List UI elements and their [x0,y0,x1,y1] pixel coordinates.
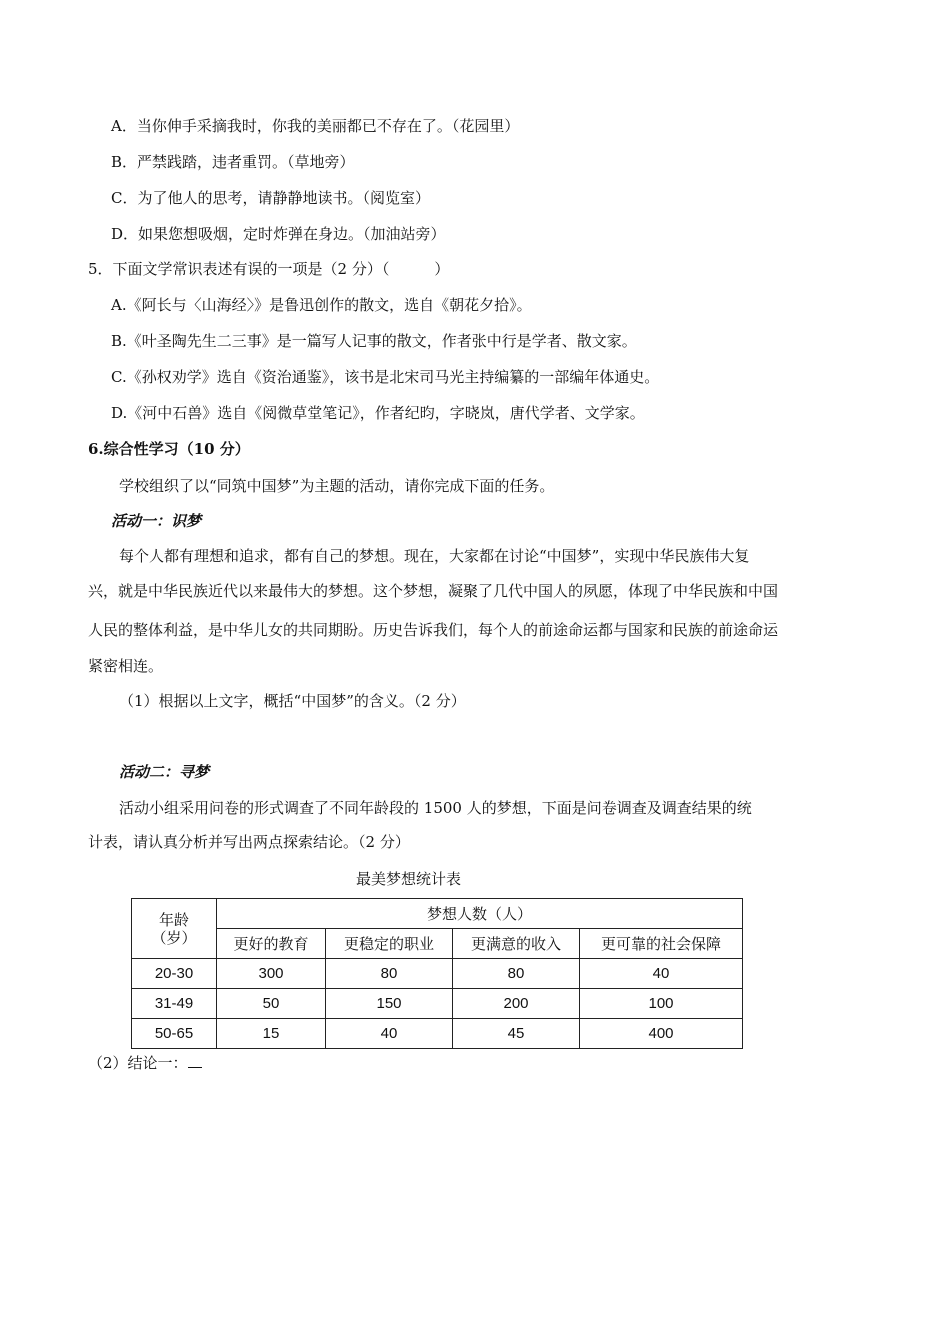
q5-option-c: C.《孙权劝学》选自《资治通鉴》，该书是北宋司马光主持编纂的一部编年体通史。 [111,368,660,386]
conclusion-one-label: （2）结论一： [88,1054,188,1072]
age-cell: 31-49 [132,989,217,1019]
table-cell: 100 [580,989,743,1019]
column-header: 更满意的收入 [453,929,580,959]
table-cell: 80 [453,959,580,989]
table-cell: 400 [580,1019,743,1049]
q5-option-b: B.《叶圣陶先生二三事》是一篇写人记事的散文，作者张中行是学者、散文家。 [111,332,637,350]
column-header: 更好的教育 [217,929,326,959]
activity1-passage-line: 每个人都有理想和追求，都有自己的梦想。现在，大家都在讨论“中国梦”，实现中华民族伟大复 [119,547,750,565]
table-cell: 15 [217,1019,326,1049]
activity1-heading: 活动一：识梦 [111,512,202,530]
activity1-passage-line: 兴，就是中华民族近代以来最伟大的梦想。这个梦想，凝聚了几代中国人的夙愿，体现了中华民族和中国 [88,582,779,600]
activity2-heading: 活动二：寻梦 [119,763,210,781]
table-cell: 150 [326,989,453,1019]
q4-option-d: D．如果您想吸烟，定时炸弹在身边。（加油站旁） [111,225,446,243]
table-cell: 200 [453,989,580,1019]
dream-survey-table [131,898,743,1049]
table-caption: 最美梦想统计表 [356,870,462,888]
q4-option-a: A．当你伸手采摘我时，你我的美丽都已不存在了。（花园里） [111,117,520,135]
q5-option-a: A.《阿长与〈山海经〉》是鲁迅创作的散文，选自《朝花夕拾》。 [111,296,532,314]
age-cell: 50-65 [132,1019,217,1049]
activity2-desc-line: 活动小组采用问卷的形式调查了不同年龄段的 1500 人的梦想，下面是问卷调查及调查结果的统 [119,799,752,817]
q5-option-d: D.《河中石兽》选自《阅微草堂笔记》，作者纪昀，字晓岚，唐代学者、文学家。 [111,404,645,422]
table-cell: 40 [580,959,743,989]
table-row [132,1019,743,1049]
activity1-question: （1）根据以上文字，概括“中国梦”的含义。（2 分） [119,692,466,710]
table-cell: 50 [217,989,326,1019]
table-cell: 45 [453,1019,580,1049]
column-header: 更稳定的职业 [326,929,453,959]
activity1-passage-line: 紧密相连。 [88,657,164,675]
group-header-cell: 梦想人数（人） [217,899,743,929]
conclusion-one [88,1053,202,1073]
age-cell: 20-30 [132,959,217,989]
activity2-desc-line: 计表，请认真分析并写出两点探索结论。（2 分） [88,833,410,851]
table-subheader-row [132,929,743,959]
age-header-unit: （岁） [151,928,197,947]
table-cell: 40 [326,1019,453,1049]
activity1-passage-line: 人民的整体利益，是中华儿女的共同期盼。历史告诉我们，每个人的前途命运都与国家和民族的前途命运 [88,621,779,639]
table-cell: 80 [326,959,453,989]
q4-option-c: C．为了他人的思考，请静静地读书。（阅览室） [111,189,430,207]
age-header-cell [132,899,217,959]
table-header-row [132,899,743,929]
conclusion-one-blank[interactable] [188,1053,202,1068]
age-header-label: 年龄 [158,910,189,929]
column-header: 更可靠的社会保障 [580,929,743,959]
table-row [132,959,743,989]
table-cell: 300 [217,959,326,989]
table-row [132,989,743,1019]
q6-intro: 学校组织了以“同筑中国梦”为主题的活动，请你完成下面的任务。 [119,477,555,495]
q5-stem: 5．下面文学常识表述有误的一项是（2 分）（ ） [88,260,450,278]
q4-option-b: B．严禁践踏，违者重罚。（草地旁） [111,153,355,171]
q6-title: 6.综合性学习（10 分） [88,440,250,458]
